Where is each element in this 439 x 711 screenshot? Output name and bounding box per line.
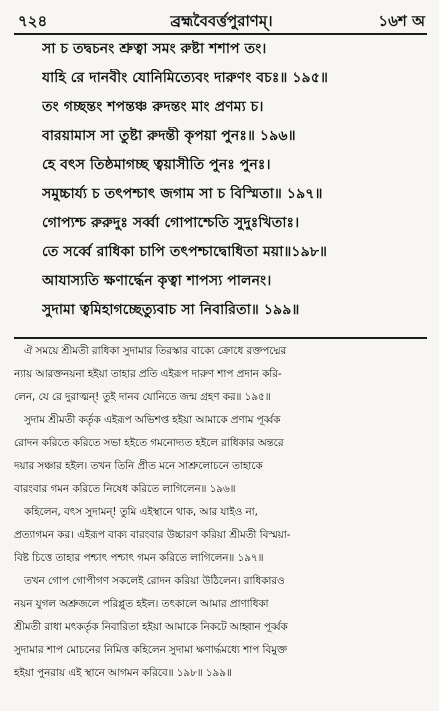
commentary-line: হইয়া পুনরায় এই স্থানে আগমন করিবে॥ ১৯৮॥ ১৯৯॥ [14, 667, 232, 679]
verse-line: যাহি রে দানবীং যোনিমিত্যেবং দারুণং বচঃ॥ ১৯৫॥ [42, 70, 328, 86]
verse-line: হে বৎস তিষ্ঠমাগচ্ছ ত্বয়াসীতি পুনঃ পুনঃ। [42, 157, 271, 173]
verse-line: সমুচ্চার্য্য চ তৎপশ্চাৎ জগাম সা চ বিস্মিতা॥ ১৯৭॥ [42, 186, 323, 202]
commentary-line: নয়ন যুগল অশ্রুজলে পরিপ্লুত হইল। তৎকালে আমার প্রাণাধিকা [14, 598, 269, 610]
verse-line: আযাস্যতি ক্ষণার্দ্ধেন কৃত্বা শাপস্য পালনং। [42, 273, 272, 289]
page-header [18, 6, 425, 34]
verse-line: সা চ তদ্বচনং শ্রুত্বা সমং রুষ্টা শশাপ তং। [42, 41, 267, 57]
running-title: ব্রহ্মবৈবর্ত্তপুরাণম্। [170, 12, 273, 30]
commentary-line: ঐ সময়ে শ্রীমতী রাধিকা সুদামার তিরস্কার বাক্যে ক্রোধে রক্তপদ্মের [24, 345, 287, 357]
chapter-label: ১৬শ অ [378, 12, 425, 30]
verse-line: তং গচ্ছন্তং শপন্তঞ্চ রুদন্তং মাং প্রণম্য চ। [42, 99, 264, 115]
commentary-line: রোদন করিতে করিতে সভা হইতে গমনোদ্যত হইলে রাধিকার অন্তরে [14, 437, 284, 449]
verse-line: গোপ্যশ্চ রুরুদুঃ সর্ব্বা গোপাশ্চেতি সুদুঃখিতাঃ। [42, 215, 300, 231]
verse-line: তে সর্ব্বে রাধিকা চাপি তৎপশ্চাদ্বোধিতা ময়া॥১৯৮॥ [42, 244, 328, 260]
commentary-line: ন্যায় আরক্তনয়না হইয়া তাহার প্রতি এইরূপ দারুণ শাপ প্রদান করি- [14, 368, 282, 380]
commentary-line: সুদামার শাপ মোচনের নিমিত্ত কহিলেন সুদামা ক্ষণার্দ্ধমধ্যে শাপ বিমুক্ত [14, 644, 287, 656]
commentary-line: সুদাম শ্রীমতী কর্তৃক এইরূপ অভিশপ্ত হইয়া আমাকে প্রণাম পূর্ব্বক [24, 414, 281, 426]
commentary-line: বিষ্ট চিত্তে তাহার পশ্চাৎ পশ্চাৎ গমন করিতে লাগিলেন॥ ১৯৭॥ [14, 552, 264, 564]
commentary-line: শ্রীমতী রাধা মৎকর্তৃক নিবারিতা হইয়া আমাকে নিকটে আহ্বান পূর্ব্বক [14, 621, 288, 633]
commentary-line: কহিলেন, বৎস সুদামন্! তুমি এইস্থানে থাক, আর যাইও না, [24, 506, 258, 518]
verse-line: বারয়ামাস সা তুষ্টা রুদন্তী কৃপয়া পুনঃ॥ ১৯৬॥ [42, 128, 296, 144]
section-rule [14, 337, 427, 339]
commentary-line: লেন, যে রে দুরাত্মন্! তুই দানব যোনিতে জন্ম গ্রহণ কর॥ ১৯৫॥ [14, 391, 271, 403]
commentary-line: দয়ার সঞ্চার হইল। তখন তিনি প্রীত মনে সাশ্রুলোচনে তাহাকে [14, 460, 263, 472]
commentary-line: প্রত্যাগমন কর। এইরূপ বাক্য বারংবার উচ্চারণ করিয়া শ্রীমতী বিস্ময়া- [14, 529, 291, 541]
commentary-line: বারংবার গমন করিতে নিষেধ করিতে লাগিলেন॥ ১৯৬॥ [14, 483, 236, 495]
commentary-line: তখন গোপ গোপীগণ সকলেই রোদন করিয়া উঠিলেন। রাধিকারও [24, 575, 285, 587]
verse-line: সুদামা ত্বমিহাগচ্ছেত্যুবাচ সা নিবারিতা॥ ১৯৯॥ [42, 302, 300, 318]
page-number: ৭২৪ [18, 12, 48, 30]
header-rule [14, 33, 427, 35]
